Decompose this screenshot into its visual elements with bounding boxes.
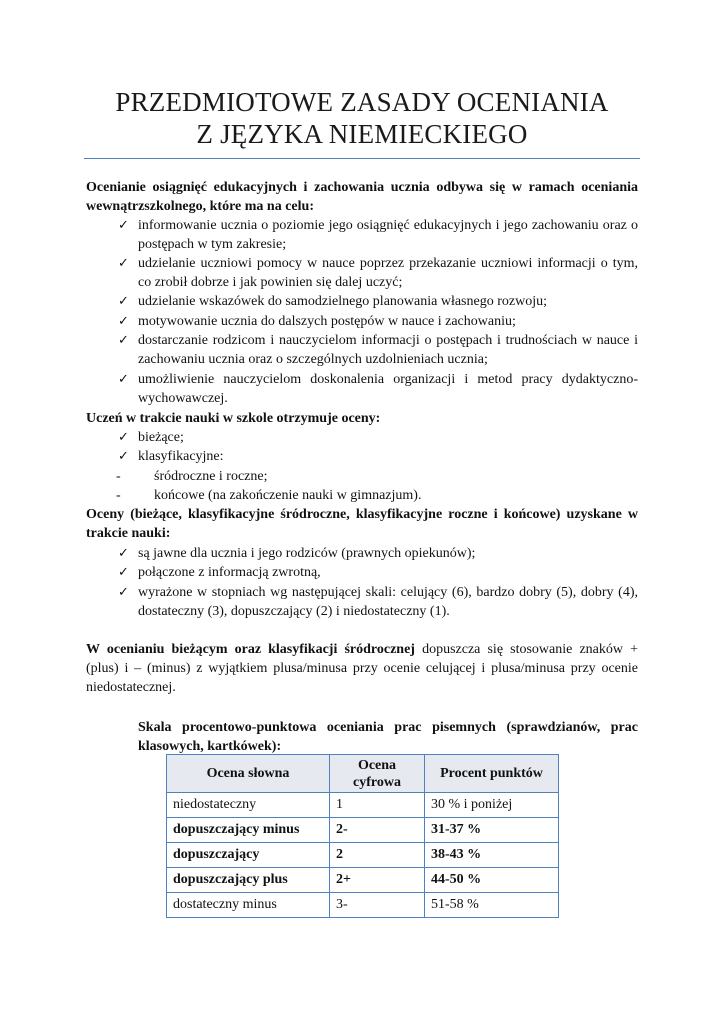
goal-text: dostarczanie rodzicom i nauczycielom informacji o postępach i trudnościach w nauce i zachowaniu ucznia oraz o szczególnych uzdolnieniach ucznia; (138, 333, 638, 367)
goal-text: udzielanie uczniowi pomocy w nauce poprzez przekazanie uczniowi informacji o tym, co zrobił dobrze i jak powinien się dalej uczyć; (138, 256, 638, 290)
table-header-cell: Procent punktów (425, 755, 559, 793)
grade-prop-text: są jawne dla ucznia i jego rodziców (prawnych opiekunów); (138, 546, 476, 561)
table-row (167, 893, 559, 918)
word-grade-cell: niedostateczny (167, 793, 330, 818)
check-icon: ✓ (118, 430, 129, 445)
check-icon: ✓ (118, 585, 129, 600)
goal-text: udzielanie wskazówek do samodzielnego planowania własnego rozwoju; (138, 294, 547, 309)
word-grade-cell: dopuszczający (167, 843, 330, 868)
grade-prop-text: wyrażone w stopniach wg następującej skali: celujący (6), bardzo dobry (5), dobry (4), dostateczny (3), dopuszczający (2) i niedostateczny (1). (138, 585, 638, 619)
plus-minus-rest: dopuszcza się stosowanie znaków + (plus) i – (minus) z wyjątkiem plusa/minusa przy ocenie celującej i plusa/minusa przy ocenie niedostatecznej. (86, 642, 638, 695)
word-grade-cell: dopuszczający plus (167, 868, 330, 893)
grading-scale-table (166, 754, 559, 918)
table-row (167, 793, 559, 818)
goal-text: motywowanie ucznia do dalszych postępów w nauce i zachowaniu; (138, 314, 516, 329)
dash-marker: - (116, 488, 121, 503)
percent-cell: 38-43 % (425, 843, 559, 868)
check-icon: ✓ (118, 256, 129, 271)
grades-props-heading: Oceny (bieżące, klasyfikacyjne śródroczne, klasyfikacyjne roczne i końcowe) uzyskane w trakcie nauki: (86, 507, 638, 541)
digit-grade-cell: 3- (330, 893, 425, 918)
check-icon: ✓ (118, 546, 129, 561)
grade-type-text: klasyfikacyjne: (138, 449, 224, 464)
table-header-row (167, 755, 559, 793)
title-line-1: PRZEDMIOTOWE ZASADY OCENIANIA (115, 87, 609, 117)
percent-cell: 44-50 % (425, 868, 559, 893)
percent-cell: 51-58 % (425, 893, 559, 918)
check-icon: ✓ (118, 449, 129, 464)
page-title (84, 86, 640, 150)
plus-minus-bold: W ocenianiu bieżącym oraz klasyfikacji śródrocznej (86, 642, 415, 657)
word-grade-cell: dopuszczający minus (167, 818, 330, 843)
table-row (167, 843, 559, 868)
table-header-cell: Ocena słowna (167, 755, 330, 793)
grade-subtype-text: końcowe (na zakończenie nauki w gimnazjum). (154, 488, 422, 503)
grade-subtype-text: śródroczne i roczne; (154, 469, 268, 484)
digit-grade-cell: 2- (330, 818, 425, 843)
check-icon: ✓ (118, 565, 129, 580)
digit-grade-cell: 1 (330, 793, 425, 818)
intro-paragraph: Ocenianie osiągnięć edukacyjnych i zachowania ucznia odbywa się w ramach oceniania wewnątrzszkolnego, które ma na celu: (86, 180, 638, 214)
goal-text: umożliwienie nauczycielom doskonalenia organizacji i metod pracy dydaktyczno-wychowawczej. (138, 372, 638, 406)
title-line-2: Z JĘZYKA NIEMIECKIEGO (196, 119, 528, 149)
digit-grade-cell: 2+ (330, 868, 425, 893)
table-row (167, 868, 559, 893)
grade-prop-text: połączone z informacją zwrotną, (138, 565, 321, 580)
goal-text: informowanie ucznia o poziomie jego osiągnięć edukacyjnych i jego zachowaniu oraz o postępach w tym zakresie; (138, 218, 638, 252)
percent-cell: 30 % i poniżej (425, 793, 559, 818)
check-icon: ✓ (118, 333, 129, 348)
table-header-cell: Ocena cyfrowa (330, 755, 425, 793)
word-grade-cell: dostateczny minus (167, 893, 330, 918)
check-icon: ✓ (118, 294, 129, 309)
scale-heading: Skala procentowo-punktowa oceniania prac pisemnych (sprawdzianów, prac klasowych, kartkówek): (138, 720, 638, 754)
table-row (167, 818, 559, 843)
check-icon: ✓ (118, 314, 129, 329)
dash-marker: - (116, 469, 121, 484)
plus-minus-paragraph (86, 640, 638, 697)
digit-grade-cell: 2 (330, 843, 425, 868)
check-icon: ✓ (118, 372, 129, 387)
title-divider (84, 158, 640, 159)
percent-cell: 31-37 % (425, 818, 559, 843)
grade-type-text: bieżące; (138, 430, 184, 445)
grades-heading: Uczeń w trakcie nauki w szkole otrzymuje oceny: (86, 411, 381, 426)
check-icon: ✓ (118, 218, 129, 233)
